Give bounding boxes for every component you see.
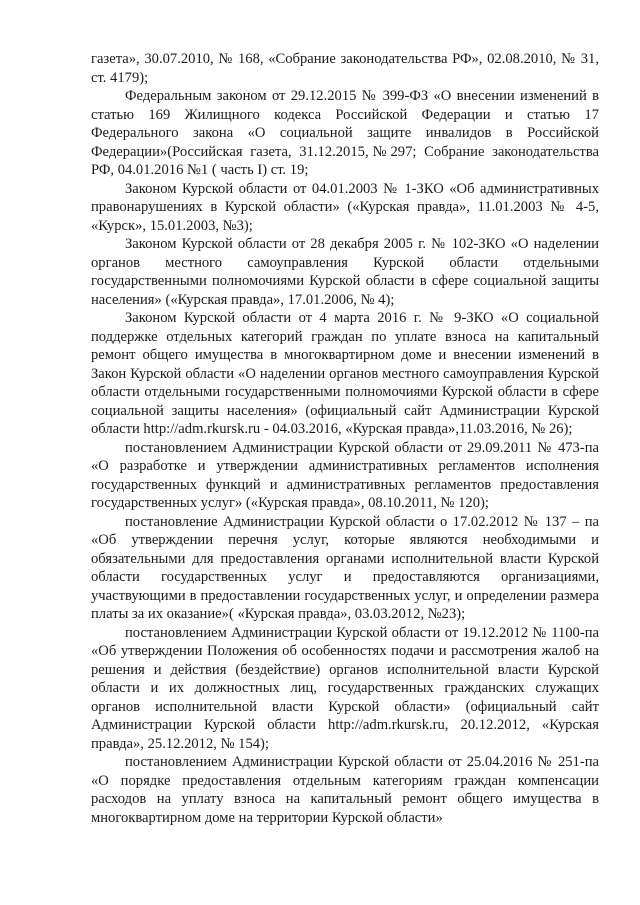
paragraph-resolution-1100: постановлением Администрации Курской области от 19.12.2012 № 1100-па «Об утверждении Положения об особенностях подачи и рассмотрения жалоб на решения и действия (бездействие) органов исполнительной власти Курской области и их должностных лиц, государственных гражданских служащих органов исполнительной власти Курской области» (официальный сайт Администрации Курской области http://adm.rkursk.ru, 20.12.2012, «Курская правда», 25.12.2012, № 154);: [91, 624, 599, 752]
paragraph-federal-law-399: Федеральным законом от 29.12.2015 № 399-ФЗ «О внесении изменений в статью 169 Жилищного кодекса Российской Федерации и статью 17 Федерального закона «О социальной защите инвалидов в Российской Федерации»(Российская газета, 31.12.2015,№297; Собрание законодательства РФ, 04.01.2016 №1 ( часть I) ст. 19;: [91, 88, 599, 178]
paragraph-resolution-137: постановление Администрации Курской области о 17.02.2012 № 137 – па «Об утверждении перечня услуг, которые являются необходимыми и обязательными для предоставления органами исполнительной власти Курской области государственных услуг и предоставляются организациями, участвующими в предоставлении государственных услуг, и определении размера платы за их оказание»( «Курская правда», 03.03.2012, №23);: [91, 513, 599, 622]
paragraph-continuation: газета», 30.07.2010, № 168, «Собрание законодательства РФ», 02.08.2010, № 31, ст. 4179);: [91, 51, 599, 86]
paragraph-kursk-law-9zko: Законом Курской области от 4 марта 2016 г. № 9-ЗКО «О социальной поддержке отдельных категорий граждан по уплате взноса на капитальный ремонт общего имущества в многоквартирном доме и внесении изменений в Закон Курской области «О наделении органов местного самоуправления Курской области отдельными государственными полномочиями Курской области в сфере социальной защиты населения» (официальный сайт Администрации Курской области http://adm.rkursk.ru - 04.03.2016, «Курская правда»,11.03.2016, № 26);: [91, 310, 599, 437]
paragraph-kursk-law-102zko: Законом Курской области от 28 декабря 2005 г. № 102-ЗКО «О наделении органов местного самоуправления Курской области отдельными государственными полномочиями Курской области в сфере социальной защиты населения» («Курская правда», 17.01.2006, № 4);: [91, 236, 599, 308]
paragraph-kursk-law-1zko: Законом Курской области от 04.01.2003 № 1-ЗКО «Об административных правонарушениях в Курской области» («Курская правда», 11.01.2003 № 4-5, «Курск», 15.01.2003, №3);: [91, 180, 599, 234]
paragraph-resolution-251: постановлением Администрации Курской области от 25.04.2016 № 251-па «О порядке предоставления отдельным категориям граждан компенсации расходов на уплату взноса на капитальный ремонт общего имущества в многоквартирном доме на территории Курской области»: [91, 754, 599, 826]
document-body: [91, 50, 599, 827]
paragraph-resolution-473: постановлением Администрации Курской области от 29.09.2011 № 473-па «О разработке и утверждении административных регламентов исполнения государственных функций и административных регламентов предоставления государственных услуг» («Курская правда», 08.10.2011, № 120);: [91, 439, 599, 511]
